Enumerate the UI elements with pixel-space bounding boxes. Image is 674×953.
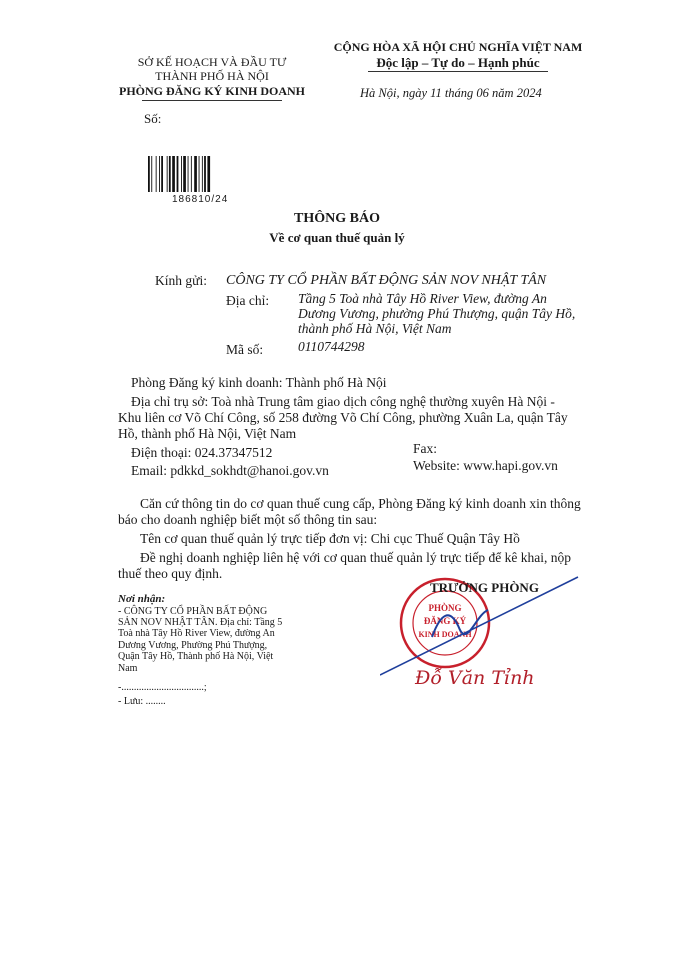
notice-subtitle: Về cơ quan thuế quản lý: [269, 230, 405, 245]
receivers-line7: -.................................;: [118, 682, 207, 693]
tax-code-value: 0110744298: [298, 339, 365, 354]
department-name: PHÒNG ĐĂNG KÝ KINH DOANH: [119, 84, 305, 98]
nation-motto: Độc lập – Tự do – Hạnh phúc: [376, 55, 540, 70]
recipient-label: Kính gửi:: [155, 273, 207, 288]
barcode-bar: [188, 156, 189, 192]
recipient-address-line1: Tầng 5 Toà nhà Tây Hồ River View, đường An: [298, 291, 547, 306]
barcode-bar: [199, 156, 200, 192]
receivers-line1: - CÔNG TY CỔ PHẦN BẤT ĐỘNG: [118, 606, 268, 617]
content-para3-line1: Đề nghị doanh nghiệp liên hệ với cơ quan thuế quản lý trực tiếp để kê khai, nộp: [140, 550, 571, 565]
barcode-bar: [191, 156, 192, 192]
barcode-bar: [156, 156, 157, 192]
tax-code-label: Mã số:: [226, 342, 264, 357]
issuer-address-line2: Khu liên cơ Võ Chí Công, số 258 đường Võ Chí Công, phường Xuân La, quận Tây: [118, 410, 568, 425]
barcode-bar: [161, 156, 163, 192]
content-para3-line2: thuế theo quy định.: [118, 566, 223, 581]
barcode-bar: [159, 156, 160, 192]
barcode-bar: [204, 156, 206, 192]
barcode-bar: [167, 156, 168, 192]
stamp-center-text1: PHÒNG: [428, 603, 462, 613]
issuer-fax: Fax:: [413, 441, 438, 456]
nation-name: CỘNG HÒA XÃ HỘI CHỦ NGHĨA VIỆT NAM: [333, 40, 583, 54]
receivers-line6: Nam: [118, 663, 138, 674]
barcode-bar: [207, 156, 210, 192]
stamp-center-text2: ĐĂNG KÝ: [423, 616, 467, 626]
notice-title: THÔNG BÁO: [294, 211, 380, 226]
issuer-website: Website: www.hapi.gov.vn: [413, 458, 558, 473]
barcode-bar: [177, 156, 179, 192]
document-date: Hà Nội, ngày 11 tháng 06 năm 2024: [360, 86, 542, 100]
department-underline: [142, 100, 282, 101]
issuer-email: Email: pdkkd_sokhdt@hanoi.gov.vn: [131, 463, 329, 478]
recipient-address-label: Địa chỉ:: [226, 293, 270, 308]
receivers-label: Nơi nhận:: [118, 593, 166, 605]
content-para1-line1: Căn cứ thông tin do cơ quan thuế cung cấp, Phòng Đăng ký kinh doanh xin thông: [140, 496, 581, 511]
recipient-address-line3: thành phố Hà Nội, Việt Nam: [298, 321, 452, 336]
document-number-label: Số:: [144, 111, 162, 126]
agency-line1: SỞ KẾ HOẠCH VÀ ĐẦU TƯ: [137, 55, 287, 69]
issuer-phone: Điện thoại: 024.37347512: [131, 445, 273, 460]
barcode-bar: [202, 156, 203, 192]
receivers-line4: Dương Vương, Phường Phú Thượng,: [118, 640, 268, 651]
receivers-line8: - Lưu: ........: [118, 696, 166, 707]
issuer-office: Phòng Đăng ký kinh doanh: Thành phố Hà Nội: [131, 375, 387, 390]
signer-title: TRƯỞNG PHÒNG: [430, 580, 539, 595]
signer-name: Đỗ Văn Tỉnh: [415, 667, 535, 689]
barcode-bar: [169, 156, 171, 192]
agency-line2: THÀNH PHỐ HÀ NỘI: [155, 69, 269, 83]
barcode-number: 186810/24: [172, 194, 229, 205]
recipient-address-line2: Dương Vương, phường Phú Thượng, quận Tây Hồ,: [298, 306, 576, 321]
barcode-bar: [181, 156, 182, 192]
barcode-bar: [148, 156, 150, 192]
issuer-address-line3: Hồ, thành phố Hà Nội, Việt Nam: [118, 426, 297, 441]
barcode-bar: [194, 156, 197, 192]
recipient-company: CÔNG TY CỔ PHẦN BẤT ĐỘNG SẢN NOV NHẬT TÂN: [226, 273, 547, 288]
barcode-bar: [183, 156, 186, 192]
motto-underline: [368, 71, 548, 72]
content-para1-line2: báo cho doanh nghiệp biết một số thông tin sau:: [118, 512, 378, 527]
barcode-bar: [151, 156, 152, 192]
barcode-graphic: [148, 156, 248, 192]
content-tax-authority: Tên cơ quan thuế quản lý trực tiếp đơn vị: Chi cục Thuế Quận Tây Hồ: [140, 531, 520, 546]
receivers-line2: SẢN NOV NHẬT TÂN. Địa chỉ: Tầng 5: [118, 617, 283, 628]
issuer-address-line1: Địa chỉ trụ sở: Toà nhà Trung tâm giao dịch công nghệ thường xuyên Hà Nội -: [131, 394, 555, 409]
stamp-center-text3: KINH DOANH: [418, 630, 472, 639]
receivers-line5: Quận Tây Hồ, Thành phố Hà Nội, Việt: [118, 651, 274, 662]
receivers-line3: Toà nhà Tây Hồ River View, đường An: [118, 628, 275, 639]
barcode-bar: [172, 156, 175, 192]
